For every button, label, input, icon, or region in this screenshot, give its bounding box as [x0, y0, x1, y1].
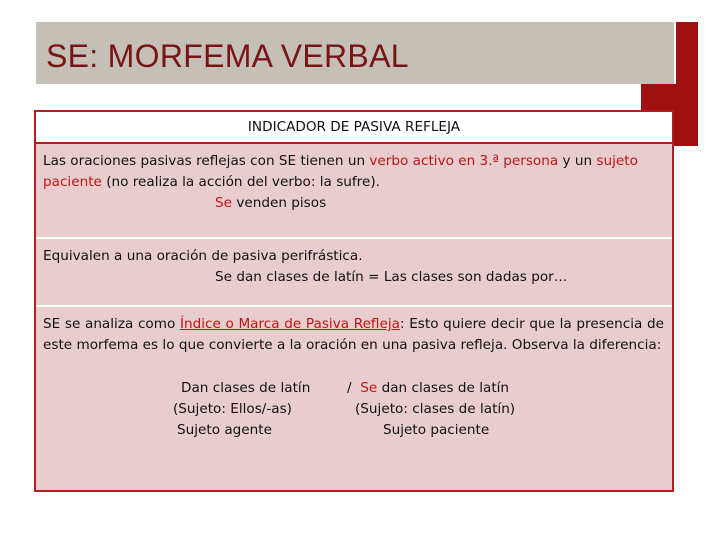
analysis-text — [43, 314, 664, 356]
table-header-text: INDICADOR DE PASIVA REFLEJA — [247, 119, 461, 135]
content-table — [34, 110, 674, 492]
right-subject: (Sujeto: clases de latín) — [355, 401, 516, 417]
example-line — [43, 193, 664, 214]
example-rest: venden pisos — [232, 195, 327, 211]
equivalence-text: Equivalen a una oración de pasiva perifrástica. — [43, 248, 363, 264]
slide-title: SE: MORFEMA VERBAL — [46, 38, 409, 74]
index-highlight: Índice o Marca de Pasiva Refleja — [179, 316, 400, 332]
table-row-definition — [36, 144, 672, 239]
right-role: Sujeto paciente — [383, 422, 490, 438]
left-subject: (Sujeto: Ellos/-as) — [173, 401, 292, 417]
definition-text — [43, 153, 638, 190]
analysis-part: : Esto quiere decir que la presencia de este morfema es lo que convierte a la oración en una pasiva refleja. Observa la diferencia: — [43, 316, 664, 353]
analysis-part: SE se analiza como — [43, 316, 180, 332]
left-role: Sujeto agente — [177, 422, 272, 438]
comparison-block — [43, 378, 664, 441]
accent-block-top — [676, 22, 698, 84]
right-se: Se — [360, 380, 378, 396]
table-row-equivalence — [36, 239, 672, 307]
equivalence-example: Se dan clases de latín = Las clases son dadas por… — [215, 269, 568, 285]
verb-highlight: verbo activo en 3.ª persona — [369, 153, 559, 169]
subject-highlight: sujeto paciente — [43, 153, 638, 190]
comparison-right — [343, 378, 533, 441]
left-sentence: Dan clases de latín — [181, 380, 311, 396]
example-se: Se — [215, 195, 232, 211]
slash-separator: / — [347, 380, 352, 396]
table-row-analysis — [36, 307, 672, 490]
definition-part: y un — [558, 153, 597, 169]
definition-part: (no realiza la acción del verbo: la sufre). — [101, 174, 380, 190]
table-header — [36, 112, 672, 144]
definition-part: Las oraciones pasivas reflejas con SE tienen un — [43, 153, 370, 169]
comparison-left — [43, 378, 343, 441]
right-sentence: dan clases de latín — [377, 380, 510, 396]
